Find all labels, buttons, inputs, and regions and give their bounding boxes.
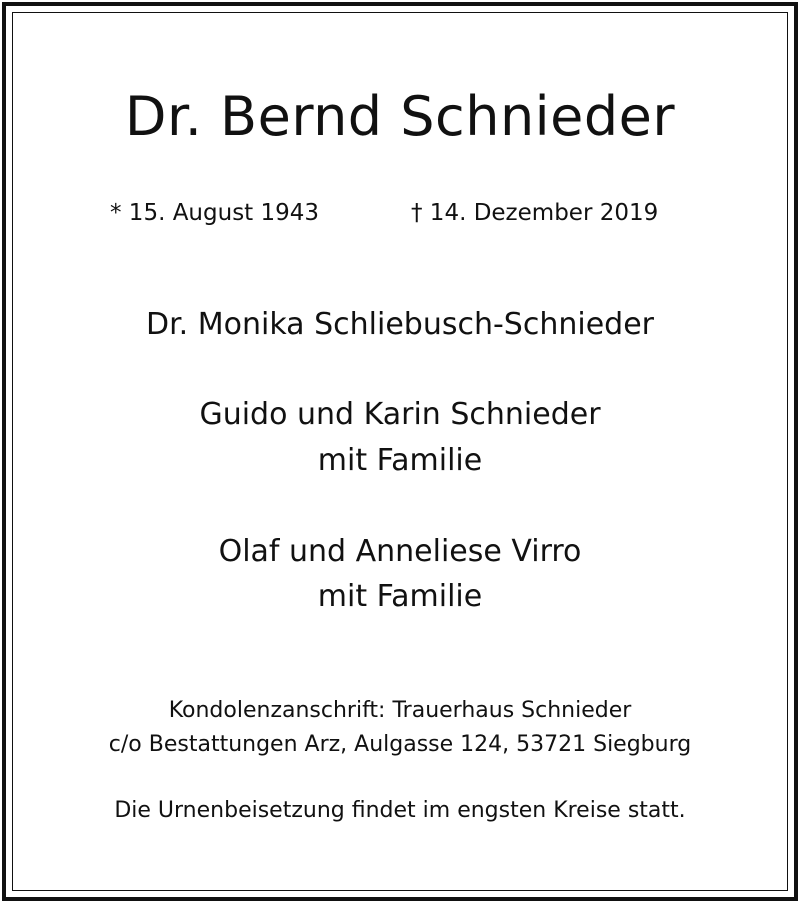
mourner-spouse: Dr. Monika Schliebusch-Schnieder xyxy=(146,307,654,342)
deceased-name: Dr. Bernd Schnieder xyxy=(124,85,676,148)
burial-note: Die Urnenbeisetzung findet im engsten Kreise statt. xyxy=(114,798,686,823)
mourner-family-2: Olaf und Anneliese Virro xyxy=(218,534,582,569)
mourner-family-2-suffix: mit Familie xyxy=(317,579,483,614)
death-date: † 14. Dezember 2019 xyxy=(411,200,659,226)
condolence-address-line-2: c/o Bestattungen Arz, Aulgasse 124, 53721 Siegburg xyxy=(108,732,692,757)
condolence-address-line-1: Kondolenzanschrift: Trauerhaus Schnieder xyxy=(168,698,632,723)
mourner-family-1: Guido und Karin Schnieder xyxy=(199,397,601,432)
birth-date: * 15. August 1943 xyxy=(110,200,320,226)
mourner-family-1-suffix: mit Familie xyxy=(317,443,483,478)
